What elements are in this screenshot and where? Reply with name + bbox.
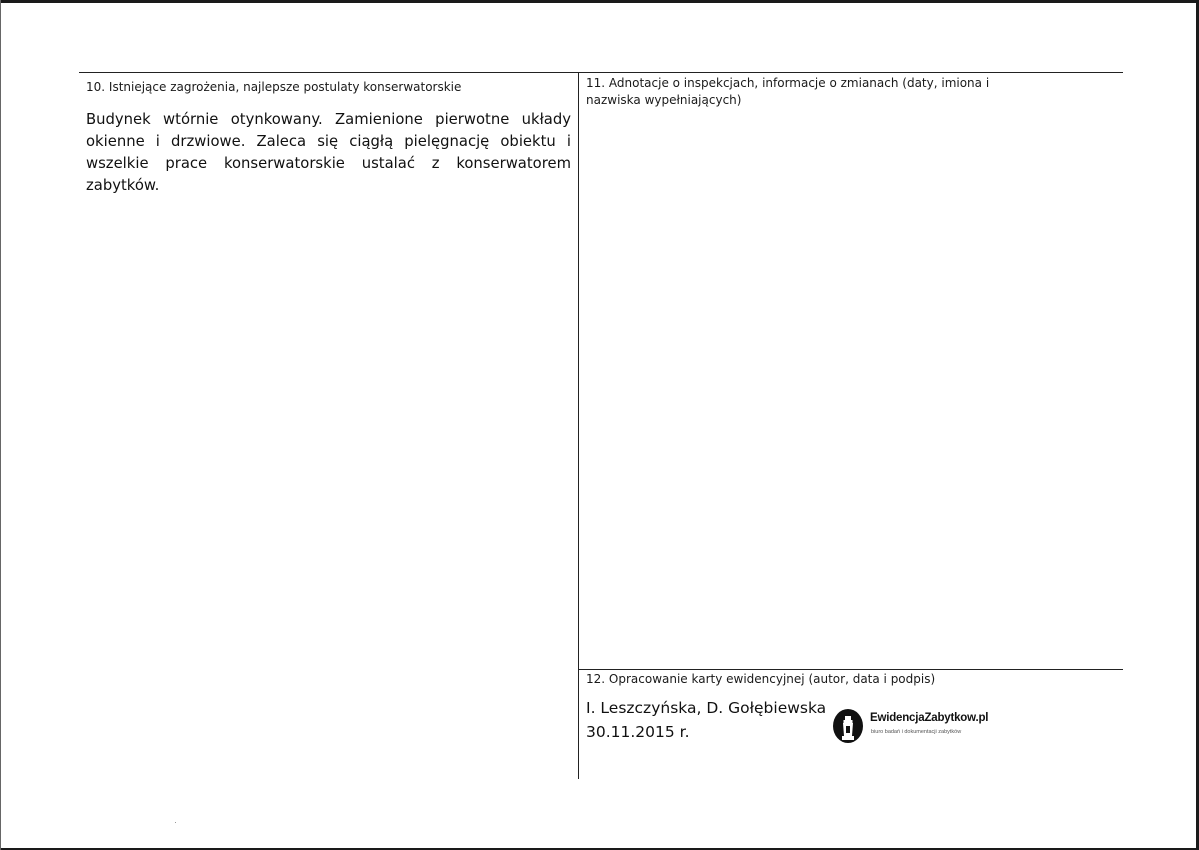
section-11-heading: 11. Adnotacje o inspekcjach, informacje o zmianach (daty, imiona i nazwiska wypełniających) — [586, 76, 990, 107]
scan-speck — [175, 822, 176, 823]
section-12-rule — [578, 669, 1123, 670]
logo-title: EwidencjaZabytkow.pl — [870, 712, 989, 724]
section-12-date: 30.11.2015 r. — [586, 723, 690, 741]
table-top-rule — [79, 72, 1123, 73]
page-border-top — [0, 0, 1199, 3]
section-10-heading: 10. Istniejące zagrożenia, najlepsze postulaty konserwatorskie — [86, 80, 462, 94]
section-12-heading: 12. Opracowanie karty ewidencyjnej (autor, data i podpis) — [586, 672, 936, 686]
ewidencja-zabytkow-logo — [832, 708, 992, 744]
monument-logo-icon — [832, 708, 864, 744]
column-divider — [578, 72, 579, 779]
logo-subtitle: biuro badań i dokumentacji zabytków — [871, 729, 962, 735]
section-10-text: Budynek wtórnie otynkowany. Zamienione pierwotne układy okienne i drzwiowe. Zaleca się ciągłą pielęgnację obiektu i wszelkie prace konserwatorskie ustalać z konserwatorem zabytków. — [86, 111, 571, 194]
page-border-left — [0, 0, 1, 850]
section-12-authors: I. Leszczyńska, D. Gołębiewska — [586, 699, 827, 717]
